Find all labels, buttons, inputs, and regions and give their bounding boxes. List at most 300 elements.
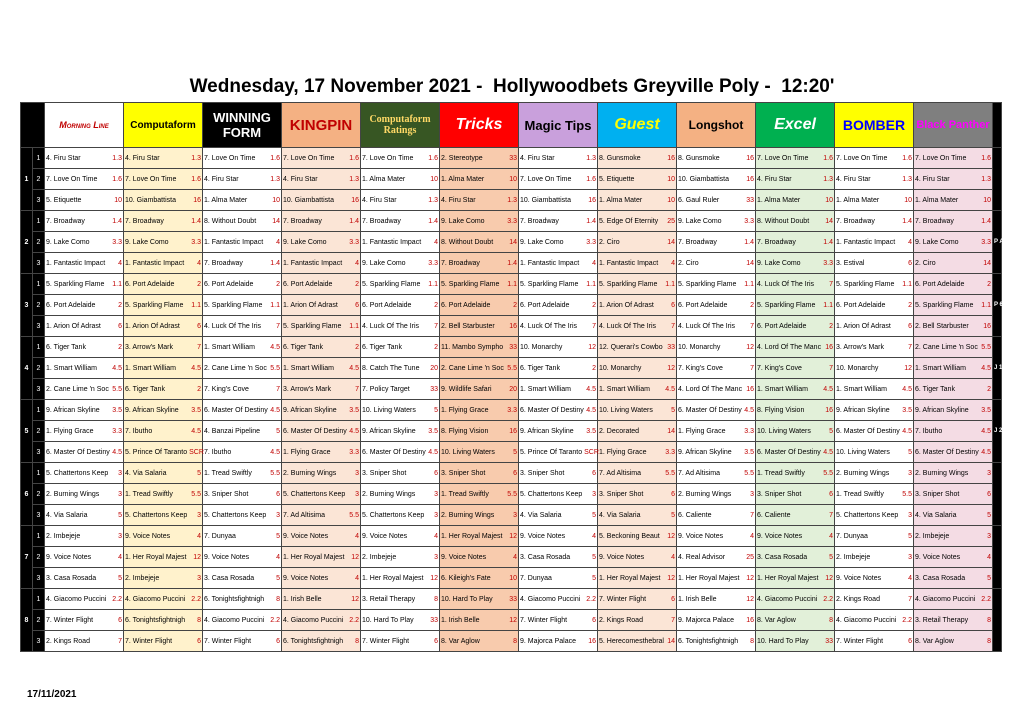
column-header-label: BOMBER bbox=[842, 117, 906, 133]
horse-name: 6. Kileigh's Fate bbox=[441, 574, 491, 582]
horse-name: 6. Tiger Tank bbox=[362, 343, 402, 351]
odds-value: 6 bbox=[197, 322, 201, 330]
horse-name: 6. Tonightsfightnigh bbox=[283, 637, 344, 645]
horse-name: 5. Sparkling Flame bbox=[757, 301, 816, 309]
tip-cell bbox=[914, 379, 993, 400]
odds-value: 3.3 bbox=[665, 448, 675, 456]
odds-value: 6 bbox=[513, 469, 517, 477]
horse-name: 6. Tiger Tank bbox=[520, 364, 560, 372]
header-end bbox=[993, 103, 1002, 148]
tip-cell bbox=[440, 505, 519, 526]
odds-value: 2 bbox=[355, 343, 359, 351]
rank-number: 3 bbox=[33, 190, 45, 211]
odds-value: 2 bbox=[750, 301, 754, 309]
tip-cell bbox=[203, 568, 282, 589]
horse-name: 4. Lord Of The Manc bbox=[678, 385, 743, 393]
horse-name: 3. Casa Rosada bbox=[915, 574, 966, 582]
odds-value: 5 bbox=[118, 511, 122, 519]
odds-value: 10 bbox=[904, 196, 912, 204]
horse-name: 7. Broadway bbox=[678, 238, 717, 246]
tip-cell bbox=[124, 295, 203, 316]
horse-name: 7. Winter Flight bbox=[362, 637, 410, 645]
tip-cell bbox=[203, 547, 282, 568]
tip-cell bbox=[282, 442, 361, 463]
odds-value: 33 bbox=[430, 616, 438, 624]
table-row bbox=[21, 295, 1002, 316]
odds-value: 7 bbox=[750, 322, 754, 330]
odds-value: 2.2 bbox=[270, 616, 280, 624]
horse-name: 7. Love On Time bbox=[520, 175, 572, 183]
tip-cell bbox=[124, 484, 203, 505]
odds-value: 4.5 bbox=[270, 343, 280, 351]
tip-cell bbox=[203, 169, 282, 190]
table-row bbox=[21, 484, 1002, 505]
tip-cell bbox=[440, 358, 519, 379]
horse-name: 9. Voice Notes bbox=[125, 532, 171, 540]
horse-name: 4. Giacomo Puccini bbox=[204, 616, 265, 624]
column-header-magic-tips bbox=[519, 103, 598, 148]
horse-name: 8. Gunsmoke bbox=[599, 154, 641, 162]
odds-value: 12 bbox=[667, 532, 675, 540]
tip-cell bbox=[361, 274, 440, 295]
horse-name: 7. Winter Flight bbox=[599, 595, 647, 603]
tip-cell bbox=[677, 547, 756, 568]
tip-cell bbox=[756, 358, 835, 379]
odds-value: 4 bbox=[276, 238, 280, 246]
rank-number: 2 bbox=[33, 358, 45, 379]
odds-value: 5 bbox=[513, 448, 517, 456]
tip-cell bbox=[835, 274, 914, 295]
rank-number: 3 bbox=[33, 505, 45, 526]
tip-cell bbox=[45, 253, 124, 274]
tip-cell bbox=[45, 526, 124, 547]
horse-name: 7. Ibutho bbox=[204, 448, 232, 456]
odds-value: 3.3 bbox=[349, 238, 359, 246]
tip-cell bbox=[440, 631, 519, 652]
rank-number: 3 bbox=[33, 568, 45, 589]
tip-cell bbox=[677, 190, 756, 211]
horse-name: 6. Master Of Destiny bbox=[204, 406, 268, 414]
tip-cell bbox=[756, 379, 835, 400]
odds-value: 3.3 bbox=[349, 448, 359, 456]
tip-cell bbox=[756, 505, 835, 526]
table-row bbox=[21, 463, 1002, 484]
horse-name: 1. Alma Mater bbox=[915, 196, 959, 204]
tip-cell bbox=[361, 568, 440, 589]
odds-value: 3 bbox=[434, 490, 438, 498]
odds-value: 1.4 bbox=[744, 238, 754, 246]
tip-cell bbox=[440, 337, 519, 358]
table-row bbox=[21, 232, 1002, 253]
tip-cell bbox=[835, 169, 914, 190]
tip-cell bbox=[45, 631, 124, 652]
horse-name: 9. Voice Notes bbox=[836, 574, 882, 582]
tip-cell bbox=[756, 316, 835, 337]
odds-value: 4 bbox=[671, 553, 675, 561]
horse-name: 7. Dunyaa bbox=[836, 532, 868, 540]
tip-cell bbox=[203, 190, 282, 211]
tip-cell bbox=[677, 211, 756, 232]
column-header-label: Guest bbox=[614, 116, 660, 133]
tip-cell bbox=[124, 547, 203, 568]
tip-cell bbox=[598, 211, 677, 232]
tip-cell bbox=[914, 589, 993, 610]
tip-cell bbox=[677, 463, 756, 484]
odds-value: 16 bbox=[588, 637, 596, 645]
odds-value: 6 bbox=[592, 616, 596, 624]
tip-cell bbox=[45, 610, 124, 631]
tip-cell bbox=[440, 463, 519, 484]
tip-cell bbox=[282, 400, 361, 421]
odds-value: 5 bbox=[118, 574, 122, 582]
tip-cell bbox=[440, 421, 519, 442]
horse-name: 2. Burning Wings bbox=[283, 469, 337, 477]
odds-value: 4 bbox=[118, 553, 122, 561]
odds-value: 12 bbox=[430, 574, 438, 582]
footer-date: 17/11/2021 bbox=[27, 689, 77, 700]
horse-name: 1. Flying Grace bbox=[678, 427, 726, 435]
odds-value: 4 bbox=[197, 532, 201, 540]
tip-cell bbox=[519, 232, 598, 253]
odds-value: 1.6 bbox=[191, 175, 201, 183]
odds-value: 8 bbox=[513, 637, 517, 645]
tip-cell bbox=[361, 484, 440, 505]
odds-value: 14 bbox=[983, 259, 991, 267]
odds-value: 6 bbox=[829, 490, 833, 498]
odds-value: 3 bbox=[908, 553, 912, 561]
horse-name: 10. Monarchy bbox=[678, 343, 721, 351]
odds-value: 2 bbox=[829, 322, 833, 330]
tip-cell bbox=[519, 589, 598, 610]
horse-name: 4. Firu Star bbox=[283, 175, 318, 183]
odds-value: 10 bbox=[983, 196, 991, 204]
odds-value: 3.3 bbox=[507, 406, 517, 414]
odds-value: 2.2 bbox=[112, 595, 122, 603]
horse-name: 1. Irish Belle bbox=[441, 616, 480, 624]
tip-cell bbox=[440, 148, 519, 169]
horse-name: 4. Lord Of The Manc bbox=[757, 343, 822, 351]
horse-name: 10. Hard To Play bbox=[362, 616, 414, 624]
horse-name: 3. Retail Therapy bbox=[362, 595, 416, 603]
header-corner bbox=[21, 103, 45, 148]
horse-name: 2. Imbejeje bbox=[46, 532, 81, 540]
odds-value: 16 bbox=[588, 196, 596, 204]
horse-name: 9. Lake Como bbox=[125, 238, 169, 246]
odds-value: 2 bbox=[592, 301, 596, 309]
odds-value: 6 bbox=[355, 301, 359, 309]
tip-cell bbox=[440, 400, 519, 421]
odds-value: 16 bbox=[509, 322, 517, 330]
odds-value: 4.5 bbox=[270, 448, 280, 456]
race-number: 7 bbox=[21, 526, 33, 589]
table-row bbox=[21, 253, 1002, 274]
odds-value: 10 bbox=[667, 196, 675, 204]
odds-value: 3 bbox=[513, 511, 517, 519]
odds-value: 4 bbox=[671, 259, 675, 267]
odds-value: 1.6 bbox=[823, 154, 833, 162]
horse-name: 6. Port Adelaide bbox=[520, 301, 570, 309]
horse-name: 6. Tonightsfightnigh bbox=[678, 637, 739, 645]
horse-name: 1. Her Royal Majest bbox=[757, 574, 819, 582]
horse-name: 9. Voice Notes bbox=[757, 532, 803, 540]
column-header-black-panther bbox=[914, 103, 993, 148]
horse-name: 5. Chattertons Keep bbox=[46, 469, 109, 477]
horse-name: 10. Living Waters bbox=[441, 448, 495, 456]
tip-cell bbox=[361, 253, 440, 274]
tip-cell bbox=[835, 379, 914, 400]
horse-name: 6. Port Adelaide bbox=[836, 301, 886, 309]
tip-cell bbox=[203, 232, 282, 253]
odds-value: 2 bbox=[987, 385, 991, 393]
horse-name: 7. Broadway bbox=[915, 217, 954, 225]
tip-cell bbox=[45, 379, 124, 400]
tip-cell bbox=[45, 316, 124, 337]
horse-name: 2. Ciro bbox=[599, 238, 620, 246]
tip-cell bbox=[756, 421, 835, 442]
horse-name: 6. Master Of Destiny bbox=[46, 448, 110, 456]
tip-cell bbox=[677, 526, 756, 547]
tip-cell bbox=[124, 337, 203, 358]
odds-value: 14 bbox=[667, 427, 675, 435]
rank-number: 1 bbox=[33, 526, 45, 547]
horse-name: 9. Majorca Palace bbox=[520, 637, 577, 645]
horse-name: 7. Broadway bbox=[757, 238, 796, 246]
rank-number: 2 bbox=[33, 421, 45, 442]
tip-cell bbox=[677, 274, 756, 295]
horse-name: 5. Sparkling Flame bbox=[362, 280, 421, 288]
horse-name: 9. Lake Como bbox=[362, 259, 406, 267]
tips-table bbox=[20, 102, 1002, 652]
odds-value: 4 bbox=[592, 259, 596, 267]
tip-cell bbox=[677, 295, 756, 316]
horse-name: 2. Ciro bbox=[678, 259, 699, 267]
tip-cell bbox=[914, 568, 993, 589]
horse-name: 10. Monarchy bbox=[599, 364, 642, 372]
horse-name: 4. Firu Star bbox=[757, 175, 792, 183]
tip-cell bbox=[835, 421, 914, 442]
odds-value: 2 bbox=[434, 301, 438, 309]
tip-cell bbox=[835, 337, 914, 358]
odds-value: 16 bbox=[825, 343, 833, 351]
horse-name: 10. Living Waters bbox=[599, 406, 653, 414]
tip-cell bbox=[45, 358, 124, 379]
rank-number: 3 bbox=[33, 316, 45, 337]
tip-cell bbox=[677, 379, 756, 400]
tip-cell bbox=[835, 610, 914, 631]
horse-name: 4. Via Salaria bbox=[599, 511, 641, 519]
odds-value: 1.6 bbox=[349, 154, 359, 162]
odds-value: 1.1 bbox=[507, 280, 517, 288]
tip-cell bbox=[914, 358, 993, 379]
tip-cell bbox=[203, 421, 282, 442]
tip-cell bbox=[835, 463, 914, 484]
horse-name: 1. Alma Mater bbox=[757, 196, 801, 204]
horse-name: 1. Fantastic Impact bbox=[46, 259, 106, 267]
tip-cell bbox=[914, 190, 993, 211]
odds-value: 8 bbox=[434, 595, 438, 603]
rank-number: 3 bbox=[33, 442, 45, 463]
table-row bbox=[21, 589, 1002, 610]
odds-value: 12 bbox=[509, 532, 517, 540]
odds-value: 1.3 bbox=[507, 196, 517, 204]
odds-value: 6 bbox=[671, 490, 675, 498]
horse-name: 7. Winter Flight bbox=[836, 637, 884, 645]
horse-name: 9. African Skyline bbox=[125, 406, 179, 414]
odds-value: 6 bbox=[987, 490, 991, 498]
odds-value: 7 bbox=[118, 637, 122, 645]
horse-name: 9. Voice Notes bbox=[441, 553, 487, 561]
horse-name: 4. Firu Star bbox=[362, 196, 397, 204]
tip-cell bbox=[203, 589, 282, 610]
horse-name: 1. Arion Of Adrast bbox=[125, 322, 180, 330]
odds-value: 12 bbox=[351, 553, 359, 561]
odds-value: 4.5 bbox=[823, 448, 833, 456]
tip-cell bbox=[914, 526, 993, 547]
odds-value: 4.5 bbox=[586, 406, 596, 414]
odds-value: 12 bbox=[351, 595, 359, 603]
odds-value: 3 bbox=[276, 511, 280, 519]
tip-cell bbox=[440, 610, 519, 631]
horse-name: 6. Tonightsfightnigh bbox=[125, 616, 186, 624]
horse-name: 6. Port Adelaide bbox=[678, 301, 728, 309]
horse-name: 8. Var Aglow bbox=[915, 637, 954, 645]
tip-cell bbox=[677, 589, 756, 610]
odds-value: 4 bbox=[355, 532, 359, 540]
odds-value: 3 bbox=[592, 490, 596, 498]
odds-value: 8 bbox=[987, 616, 991, 624]
horse-name: 5. Sparkling Flame bbox=[520, 280, 579, 288]
odds-value: 10 bbox=[825, 196, 833, 204]
tip-cell bbox=[361, 358, 440, 379]
tip-cell bbox=[282, 568, 361, 589]
tip-cell bbox=[835, 400, 914, 421]
tip-cell bbox=[835, 211, 914, 232]
odds-value: 5.5 bbox=[270, 364, 280, 372]
horse-name: 4. Banzai Pipeline bbox=[204, 427, 261, 435]
odds-value: 3 bbox=[355, 469, 359, 477]
horse-name: 7. Love On Time bbox=[204, 154, 256, 162]
odds-value: 2 bbox=[513, 301, 517, 309]
odds-value: 3.5 bbox=[191, 406, 201, 414]
horse-name: 2. Decorated bbox=[599, 427, 640, 435]
tip-cell bbox=[203, 400, 282, 421]
odds-value: 7 bbox=[829, 511, 833, 519]
odds-value: 12 bbox=[746, 574, 754, 582]
horse-name: 9. Lake Como bbox=[915, 238, 959, 246]
horse-name: 9. Lake Como bbox=[46, 238, 90, 246]
horse-name: 1. Alma Mater bbox=[362, 175, 406, 183]
tip-cell bbox=[203, 211, 282, 232]
horse-name: 6. Master Of Destiny bbox=[836, 427, 900, 435]
horse-name: 1. Fantastic Impact bbox=[283, 259, 343, 267]
table-row bbox=[21, 148, 1002, 169]
odds-value: 4.5 bbox=[191, 427, 201, 435]
horse-name: 7. Broadway bbox=[362, 217, 401, 225]
horse-name: 1. Fantastic Impact bbox=[520, 259, 580, 267]
horse-name: 3. Arrow's Mark bbox=[125, 343, 174, 351]
tip-cell bbox=[45, 547, 124, 568]
horse-name: 7. King's Cove bbox=[204, 385, 249, 393]
odds-value: 12 bbox=[667, 364, 675, 372]
horse-name: 3. Casa Rosada bbox=[520, 553, 571, 561]
odds-value: 6 bbox=[118, 616, 122, 624]
odds-value: 1.4 bbox=[191, 217, 201, 225]
tip-cell bbox=[282, 190, 361, 211]
horse-name: 10. Hard To Play bbox=[757, 637, 809, 645]
tip-cell bbox=[519, 190, 598, 211]
tip-cell bbox=[598, 169, 677, 190]
horse-name: 4. Real Advisor bbox=[678, 553, 726, 561]
odds-value: 4.5 bbox=[981, 427, 991, 435]
tip-cell bbox=[440, 232, 519, 253]
tip-cell bbox=[756, 400, 835, 421]
tip-cell bbox=[519, 421, 598, 442]
tip-cell bbox=[914, 463, 993, 484]
tip-cell bbox=[756, 274, 835, 295]
tip-cell bbox=[519, 211, 598, 232]
odds-value: 3 bbox=[434, 553, 438, 561]
table-row bbox=[21, 421, 1002, 442]
column-header-label: Computaform Ratings bbox=[369, 114, 431, 136]
horse-name: 7. Broadway bbox=[46, 217, 85, 225]
tip-cell bbox=[598, 568, 677, 589]
tip-cell bbox=[835, 358, 914, 379]
tip-cell bbox=[45, 505, 124, 526]
odds-value: 4.5 bbox=[428, 448, 438, 456]
horse-name: 10. Monarchy bbox=[836, 364, 879, 372]
column-header-computaform bbox=[124, 103, 203, 148]
tip-cell bbox=[914, 610, 993, 631]
horse-name: 9. Lake Como bbox=[520, 238, 564, 246]
odds-value: 4 bbox=[276, 553, 280, 561]
column-header-winning-form bbox=[203, 103, 282, 148]
odds-value: 1.4 bbox=[902, 217, 912, 225]
table-row bbox=[21, 568, 1002, 589]
odds-value: 5.5 bbox=[191, 490, 201, 498]
tip-cell bbox=[835, 631, 914, 652]
horse-name: 5. Chattertons Keep bbox=[283, 490, 346, 498]
odds-value: 16 bbox=[193, 196, 201, 204]
tip-cell bbox=[835, 316, 914, 337]
horse-name: 9. Lake Como bbox=[757, 259, 801, 267]
horse-name: 9. Majorca Palace bbox=[678, 616, 735, 624]
horse-name: 5. Edge Of Eternity bbox=[599, 217, 659, 225]
horse-name: 1. Tread Swiftly bbox=[441, 490, 489, 498]
tip-cell bbox=[45, 232, 124, 253]
column-header-label: WINNING FORM bbox=[213, 110, 271, 140]
tip-cell bbox=[598, 400, 677, 421]
column-header-label: Black Panther bbox=[916, 119, 990, 131]
horse-name: 1. Smart William bbox=[283, 364, 334, 372]
odds-value: 3.3 bbox=[112, 427, 122, 435]
horse-name: 10. Monarchy bbox=[520, 343, 563, 351]
tip-cell bbox=[756, 253, 835, 274]
odds-value: 16 bbox=[983, 322, 991, 330]
odds-value: 2 bbox=[355, 280, 359, 288]
tip-cell bbox=[677, 442, 756, 463]
tip-cell bbox=[45, 463, 124, 484]
tip-cell bbox=[677, 400, 756, 421]
rank-number: 2 bbox=[33, 484, 45, 505]
tip-cell bbox=[440, 589, 519, 610]
column-header-kingpin bbox=[282, 103, 361, 148]
odds-value: 16 bbox=[746, 175, 754, 183]
tip-cell bbox=[282, 316, 361, 337]
odds-value: 6 bbox=[434, 469, 438, 477]
horse-name: 7. Ad Altisima bbox=[599, 469, 642, 477]
odds-value: 5.5 bbox=[507, 490, 517, 498]
tip-cell bbox=[835, 568, 914, 589]
